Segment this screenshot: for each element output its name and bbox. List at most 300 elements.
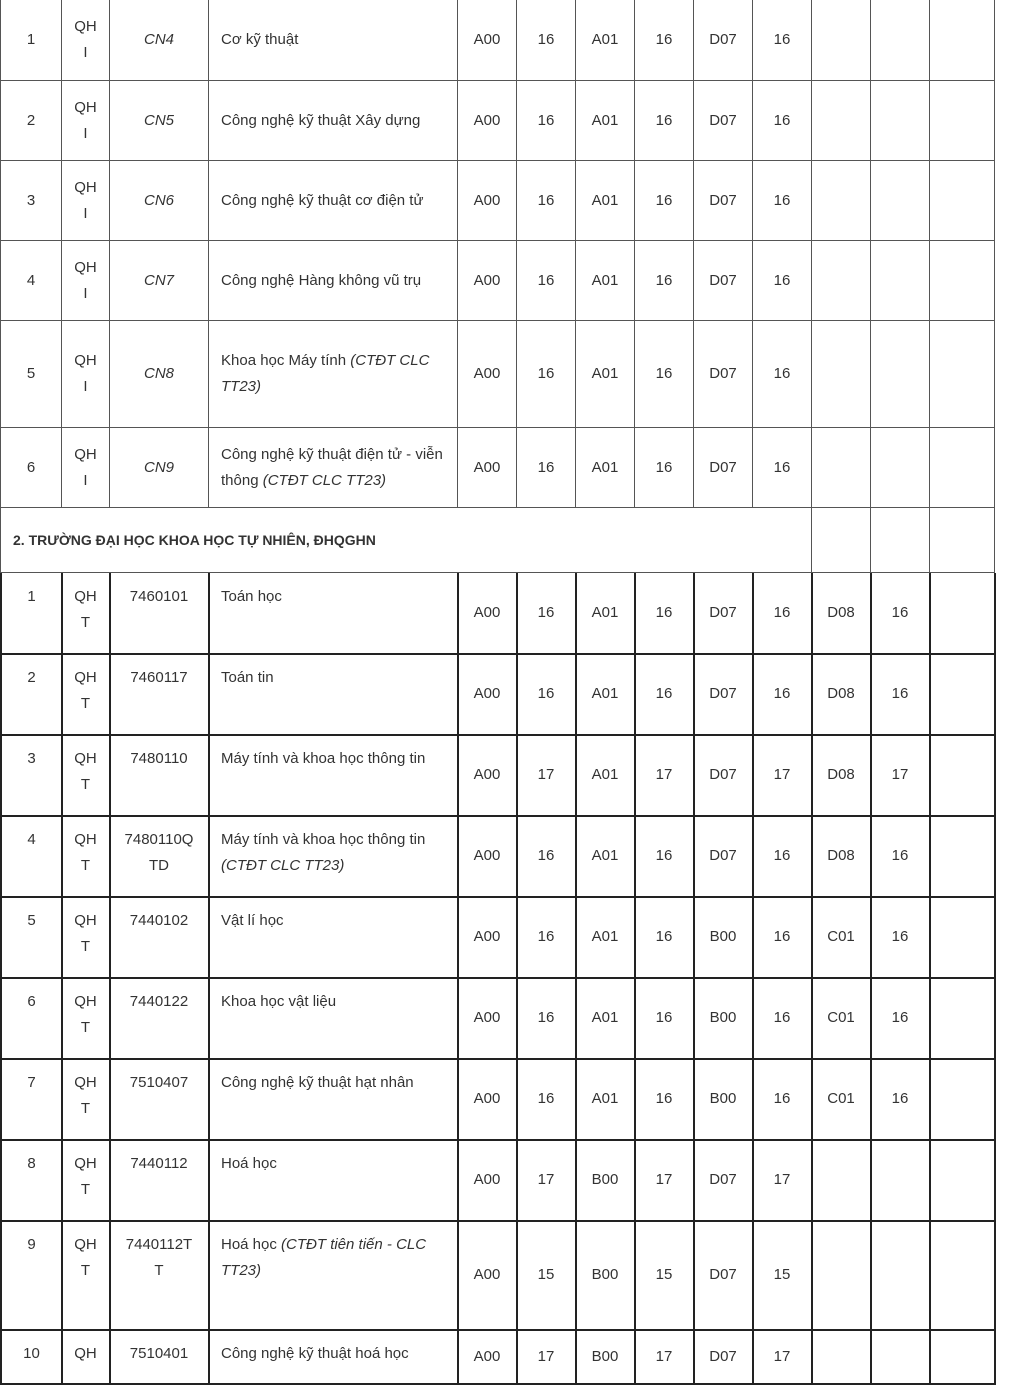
major-code-cell: [110, 816, 210, 898]
score-2: 16: [655, 365, 673, 382]
major-code: 7440122: [129, 993, 189, 1010]
school-code-cell: [62, 241, 110, 321]
score-1: 16: [537, 271, 555, 289]
combo-2-cell: [576, 161, 635, 241]
score-3-cell: [753, 654, 813, 736]
score-2-cell: [635, 241, 694, 321]
major-name-text: [221, 827, 447, 879]
combo-3-cell: [694, 241, 753, 321]
score-1: 17: [537, 1347, 555, 1365]
school-code-cell: [62, 1140, 111, 1222]
score-1-cell: [517, 1221, 577, 1331]
major-code: 7510407: [129, 1074, 189, 1091]
combo-2: A01: [591, 271, 619, 289]
major-name: Toán học: [221, 588, 282, 605]
combo-1: A00: [473, 458, 501, 476]
score-4-cell: [871, 978, 931, 1060]
combo-1: A00: [473, 31, 501, 48]
combo-4: D08: [827, 685, 855, 702]
school-code: QH T: [74, 588, 97, 631]
extra-cell: [930, 978, 996, 1060]
combo-2-cell: [576, 978, 636, 1060]
score-3-cell: [753, 1330, 813, 1385]
score-4-cell: [871, 573, 931, 655]
score-2-cell: [635, 573, 695, 655]
stt: 8: [27, 1155, 36, 1172]
score-1-cell: [517, 654, 577, 736]
stt: 5: [27, 912, 36, 929]
combo-2-cell: [576, 1221, 636, 1331]
combo-3: D07: [709, 31, 737, 48]
stt-cell: [0, 0, 62, 81]
stt-cell: [0, 654, 63, 736]
score-3: 16: [773, 458, 791, 476]
major-name-text: [221, 1232, 447, 1284]
major-name-cell: [209, 735, 459, 817]
combo-3: D07: [709, 1266, 737, 1283]
major-code-cell: [110, 978, 210, 1060]
stt: 1: [27, 588, 36, 605]
major-code-cell: [110, 1221, 210, 1331]
score-3: 16: [773, 685, 791, 702]
combo-1-cell: [458, 241, 517, 321]
school-code-cell: [62, 321, 110, 428]
combo-3-cell: [694, 654, 754, 736]
combo-1: A00: [473, 1090, 501, 1107]
combo-3: B00: [709, 928, 737, 945]
major-code-cell: [110, 735, 210, 817]
combo-2: B00: [591, 1171, 619, 1188]
score-3: 16: [773, 1090, 791, 1107]
major-code: 7480110: [130, 750, 188, 767]
score-3-cell: [753, 816, 813, 898]
combo-4-cell: [812, 1221, 872, 1331]
stt: 5: [26, 365, 36, 382]
major-code-cell: [110, 1330, 210, 1385]
combo-1: A00: [473, 1171, 501, 1188]
combo-1: A00: [473, 191, 501, 209]
extra-cell: [930, 81, 995, 161]
combo-2-cell: [576, 81, 635, 161]
score-4-cell: [871, 241, 930, 321]
combo-3-cell: [694, 1330, 754, 1385]
score-4-cell: [871, 428, 930, 508]
score-2: 16: [655, 458, 673, 476]
school-code-cell: [62, 735, 111, 817]
score-1-cell: [517, 816, 577, 898]
major-code: CN4: [143, 31, 174, 48]
score-4-cell: [871, 1330, 931, 1385]
major-name: Toán tin: [221, 669, 274, 686]
combo-1-cell: [458, 1330, 518, 1385]
stt-cell: [0, 321, 62, 428]
score-2-cell: [635, 0, 694, 81]
combo-4-cell: [812, 816, 872, 898]
major-name-cell: [209, 1330, 459, 1385]
school-code: QH T: [74, 993, 97, 1036]
score-3-cell: [753, 978, 813, 1060]
combo-3-cell: [694, 897, 754, 979]
section-title-text: 2. TRƯỜNG ĐẠI HỌC KHOA HỌC TỰ NHIÊN, ĐHQGHN: [13, 532, 376, 548]
section-empty-cell: [930, 508, 995, 573]
score-4-cell: [871, 0, 930, 81]
program-note: (CTĐT CLC TT23): [221, 352, 430, 395]
major-name: Máy tính và khoa học thông tin: [221, 750, 426, 767]
stt: 6: [26, 458, 36, 476]
combo-1-cell: [458, 428, 517, 508]
score-1: 17: [537, 766, 555, 783]
score-2: 16: [655, 847, 673, 864]
school-code-cell: [62, 978, 111, 1060]
combo-1-cell: [458, 1221, 518, 1331]
major-name-cell: [209, 161, 458, 241]
score-2: 16: [655, 191, 673, 209]
score-2-cell: [635, 1330, 695, 1385]
combo-1: A00: [473, 766, 501, 783]
combo-3: D07: [709, 847, 737, 864]
combo-2-cell: [576, 1330, 636, 1385]
school-code: QH T: [74, 750, 97, 793]
combo-2-cell: [576, 241, 635, 321]
combo-2-cell: [576, 1059, 636, 1141]
combo-1: A00: [473, 685, 501, 702]
major-name-cell: [209, 428, 458, 508]
score-1-cell: [517, 161, 576, 241]
combo-2-cell: [576, 735, 636, 817]
major-code: CN8: [143, 365, 174, 382]
score-3: 16: [773, 111, 791, 129]
score-1-cell: [517, 897, 577, 979]
major-name: Khoa học Máy tính: [221, 352, 347, 369]
combo-1: A00: [473, 1009, 501, 1026]
combo-4-cell: [812, 978, 872, 1060]
combo-4-cell: [812, 161, 871, 241]
score-3-cell: [753, 1221, 813, 1331]
combo-3-cell: [694, 81, 753, 161]
major-name: Công nghệ Hàng không vũ trụ: [221, 271, 422, 289]
major-name: Công nghệ kỹ thuật cơ điện tử: [221, 191, 424, 209]
stt-cell: [0, 1221, 63, 1331]
combo-3-cell: [694, 735, 754, 817]
section-title: [0, 508, 812, 573]
combo-3: D07: [709, 365, 737, 382]
extra-cell: [930, 0, 995, 81]
score-1: 17: [537, 1171, 555, 1188]
major-name-cell: [209, 241, 458, 321]
score-2: 16: [655, 685, 673, 702]
stt: 4: [26, 271, 36, 289]
combo-2-cell: [576, 573, 636, 655]
major-code: 7440102: [129, 912, 189, 929]
stt-cell: [0, 897, 63, 979]
major-name: Cơ kỹ thuật: [221, 31, 299, 48]
school-code: QH T: [74, 1074, 97, 1117]
combo-1: A00: [473, 1347, 501, 1365]
combo-3: D07: [709, 685, 737, 702]
combo-1: A00: [473, 1266, 501, 1283]
major-name-text: [221, 584, 282, 610]
school-code-cell: [62, 161, 110, 241]
school-code-cell: [62, 428, 110, 508]
combo-2-cell: [576, 816, 636, 898]
score-1-cell: [517, 428, 576, 508]
score-3: 17: [773, 766, 791, 783]
combo-3: D07: [709, 1171, 737, 1188]
extra-cell: [930, 241, 995, 321]
extra-cell: [930, 654, 996, 736]
stt: 4: [27, 831, 36, 848]
stt-cell: [0, 81, 62, 161]
combo-1-cell: [458, 573, 518, 655]
program-note: (CTĐT tiên tiến - CLC TT23): [221, 1236, 427, 1279]
school-code-cell: [62, 81, 110, 161]
score-3: 17: [773, 1347, 791, 1365]
combo-4-cell: [812, 0, 871, 81]
school-code-cell: [62, 816, 111, 898]
combo-3: D07: [709, 271, 737, 289]
combo-1-cell: [458, 0, 517, 81]
major-name: Máy tính và khoa học thông tin: [221, 831, 426, 848]
score-2-cell: [635, 978, 695, 1060]
score-2: 16: [655, 271, 673, 289]
score-1-cell: [517, 573, 577, 655]
score-2: 16: [655, 604, 673, 621]
combo-2-cell: [576, 321, 635, 428]
stt-cell: [0, 816, 63, 898]
score-4-cell: [871, 81, 930, 161]
school-code: QH: [74, 1345, 97, 1362]
combo-4-cell: [812, 573, 872, 655]
stt-cell: [0, 428, 62, 508]
score-2-cell: [635, 81, 694, 161]
section-empty-cell: [812, 508, 871, 573]
score-1: 16: [537, 928, 555, 945]
score-4-cell: [871, 897, 931, 979]
score-2: 16: [655, 928, 673, 945]
major-name-cell: [209, 897, 459, 979]
school-code-cell: [62, 1330, 111, 1385]
combo-2-cell: [576, 428, 635, 508]
score-3: 16: [773, 1009, 791, 1026]
score-3: 16: [773, 31, 791, 48]
combo-3: D07: [709, 111, 737, 129]
combo-2-cell: [576, 897, 636, 979]
combo-2: A01: [591, 847, 619, 864]
major-name-cell: [209, 1221, 459, 1331]
combo-4-cell: [812, 1140, 872, 1222]
stt-cell: [0, 978, 63, 1060]
combo-4-cell: [812, 654, 872, 736]
major-name: Vật lí học: [221, 912, 284, 929]
school-code: QH T: [74, 1155, 97, 1198]
score-3: 15: [773, 1266, 791, 1283]
major-name-cell: [209, 654, 459, 736]
major-name-cell: [209, 978, 459, 1060]
combo-4-cell: [812, 1330, 872, 1385]
score-2: 17: [655, 1171, 673, 1188]
major-name: Công nghệ kỹ thuật hạt nhân: [221, 1074, 414, 1091]
extra-cell: [930, 1140, 996, 1222]
combo-1-cell: [458, 161, 517, 241]
combo-2: B00: [591, 1266, 619, 1283]
score-2-cell: [635, 428, 694, 508]
combo-2: A01: [591, 766, 619, 783]
stt-cell: [0, 161, 62, 241]
score-3: 16: [773, 271, 791, 289]
major-code: CN7: [143, 271, 174, 289]
combo-1: A00: [473, 928, 501, 945]
stt: 3: [27, 750, 36, 767]
score-3-cell: [753, 161, 812, 241]
combo-1-cell: [458, 978, 518, 1060]
major-name-text: [221, 1341, 409, 1367]
major-name-text: [221, 665, 274, 691]
extra-cell: [930, 321, 995, 428]
major-name: Hoá học: [221, 1236, 277, 1253]
score-1: 16: [537, 1090, 555, 1107]
major-code-cell: [110, 321, 209, 428]
combo-1-cell: [458, 1140, 518, 1222]
score-3-cell: [753, 428, 812, 508]
stt-cell: [0, 1140, 63, 1222]
combo-1-cell: [458, 897, 518, 979]
score-1-cell: [517, 1059, 577, 1141]
major-name: Hoá học: [221, 1155, 277, 1172]
score-4: 16: [891, 847, 909, 864]
score-1-cell: [517, 1140, 577, 1222]
score-4-cell: [871, 1059, 931, 1141]
combo-2: A01: [591, 365, 619, 382]
major-name: Khoa học vật liệu: [221, 993, 337, 1010]
combo-4: D08: [827, 847, 855, 864]
combo-1-cell: [458, 816, 518, 898]
major-code-cell: [110, 897, 210, 979]
combo-2-cell: [576, 0, 635, 81]
major-code-cell: [110, 428, 209, 508]
score-1-cell: [517, 735, 577, 817]
score-1: 16: [537, 365, 555, 382]
combo-4-cell: [812, 428, 871, 508]
school-code: QH I: [74, 178, 97, 222]
combo-1-cell: [458, 321, 517, 428]
stt-cell: [0, 573, 63, 655]
major-name-text: [221, 27, 298, 53]
major-name-cell: [209, 1059, 459, 1141]
combo-2-cell: [576, 1140, 636, 1222]
score-1-cell: [517, 81, 576, 161]
combo-3: B00: [709, 1090, 737, 1107]
combo-3-cell: [694, 978, 754, 1060]
score-4-cell: [871, 1221, 931, 1331]
combo-3-cell: [694, 428, 753, 508]
score-4-cell: [871, 161, 930, 241]
score-1-cell: [517, 0, 576, 81]
major-name-text: [221, 442, 447, 494]
major-name-cell: [209, 81, 458, 161]
combo-3: D07: [709, 604, 737, 621]
combo-4-cell: [812, 897, 872, 979]
combo-4: D08: [827, 766, 855, 783]
major-name-text: [221, 108, 420, 134]
stt-cell: [0, 1059, 63, 1141]
combo-3: D07: [709, 191, 737, 209]
stt: 2: [27, 669, 36, 686]
score-2-cell: [635, 654, 695, 736]
combo-1: A00: [473, 604, 501, 621]
major-code-cell: [110, 573, 210, 655]
major-code: 7440112T T: [125, 1236, 193, 1279]
score-4-cell: [871, 735, 931, 817]
score-3: 16: [773, 191, 791, 209]
major-name-text: [221, 746, 425, 772]
score-3: 16: [773, 365, 791, 382]
major-code: CN6: [143, 191, 174, 209]
combo-4: C01: [827, 928, 855, 945]
school-code: QH T: [74, 1236, 97, 1279]
major-code: 7460101: [129, 588, 189, 605]
score-3-cell: [753, 735, 813, 817]
stt-cell: [0, 1330, 63, 1385]
major-name: Công nghệ kỹ thuật Xây dựng: [221, 111, 421, 129]
combo-2: A01: [591, 111, 619, 129]
major-code: 7460117: [130, 669, 188, 686]
extra-cell: [930, 573, 996, 655]
score-1-cell: [517, 978, 577, 1060]
score-1: 16: [537, 191, 555, 209]
school-code-cell: [62, 1221, 111, 1331]
school-code: QH I: [74, 445, 97, 489]
combo-3-cell: [694, 161, 753, 241]
score-2: 15: [655, 1266, 673, 1283]
major-code: CN5: [143, 111, 174, 129]
combo-3-cell: [694, 1140, 754, 1222]
school-code-cell: [62, 1059, 111, 1141]
score-1: 16: [537, 847, 555, 864]
program-note: (CTĐT CLC TT23): [221, 857, 345, 874]
combo-4-cell: [812, 81, 871, 161]
combo-1-cell: [458, 81, 517, 161]
combo-3-cell: [694, 573, 754, 655]
score-4-cell: [871, 1140, 931, 1222]
score-1-cell: [517, 321, 576, 428]
school-code-cell: [62, 573, 111, 655]
score-2-cell: [635, 1221, 695, 1331]
combo-4-cell: [812, 735, 872, 817]
major-name-text: [221, 268, 421, 294]
score-3: 16: [773, 928, 791, 945]
extra-cell: [930, 1221, 996, 1331]
school-code: QH I: [74, 98, 97, 142]
school-code: QH T: [74, 912, 97, 955]
combo-3: D07: [709, 458, 737, 476]
score-3-cell: [753, 897, 813, 979]
score-1: 16: [537, 1009, 555, 1026]
stt: 10: [23, 1345, 40, 1362]
stt: 9: [27, 1236, 36, 1253]
combo-2: A01: [591, 31, 619, 48]
major-code: 7510401: [129, 1345, 189, 1362]
extra-cell: [930, 161, 995, 241]
score-1-cell: [517, 241, 576, 321]
score-1: 15: [537, 1266, 555, 1283]
extra-cell: [930, 735, 996, 817]
stt: 7: [27, 1074, 36, 1091]
combo-2-cell: [576, 654, 636, 736]
combo-3-cell: [694, 816, 754, 898]
combo-2: A01: [591, 928, 619, 945]
major-code-cell: [110, 161, 209, 241]
combo-1-cell: [458, 654, 518, 736]
